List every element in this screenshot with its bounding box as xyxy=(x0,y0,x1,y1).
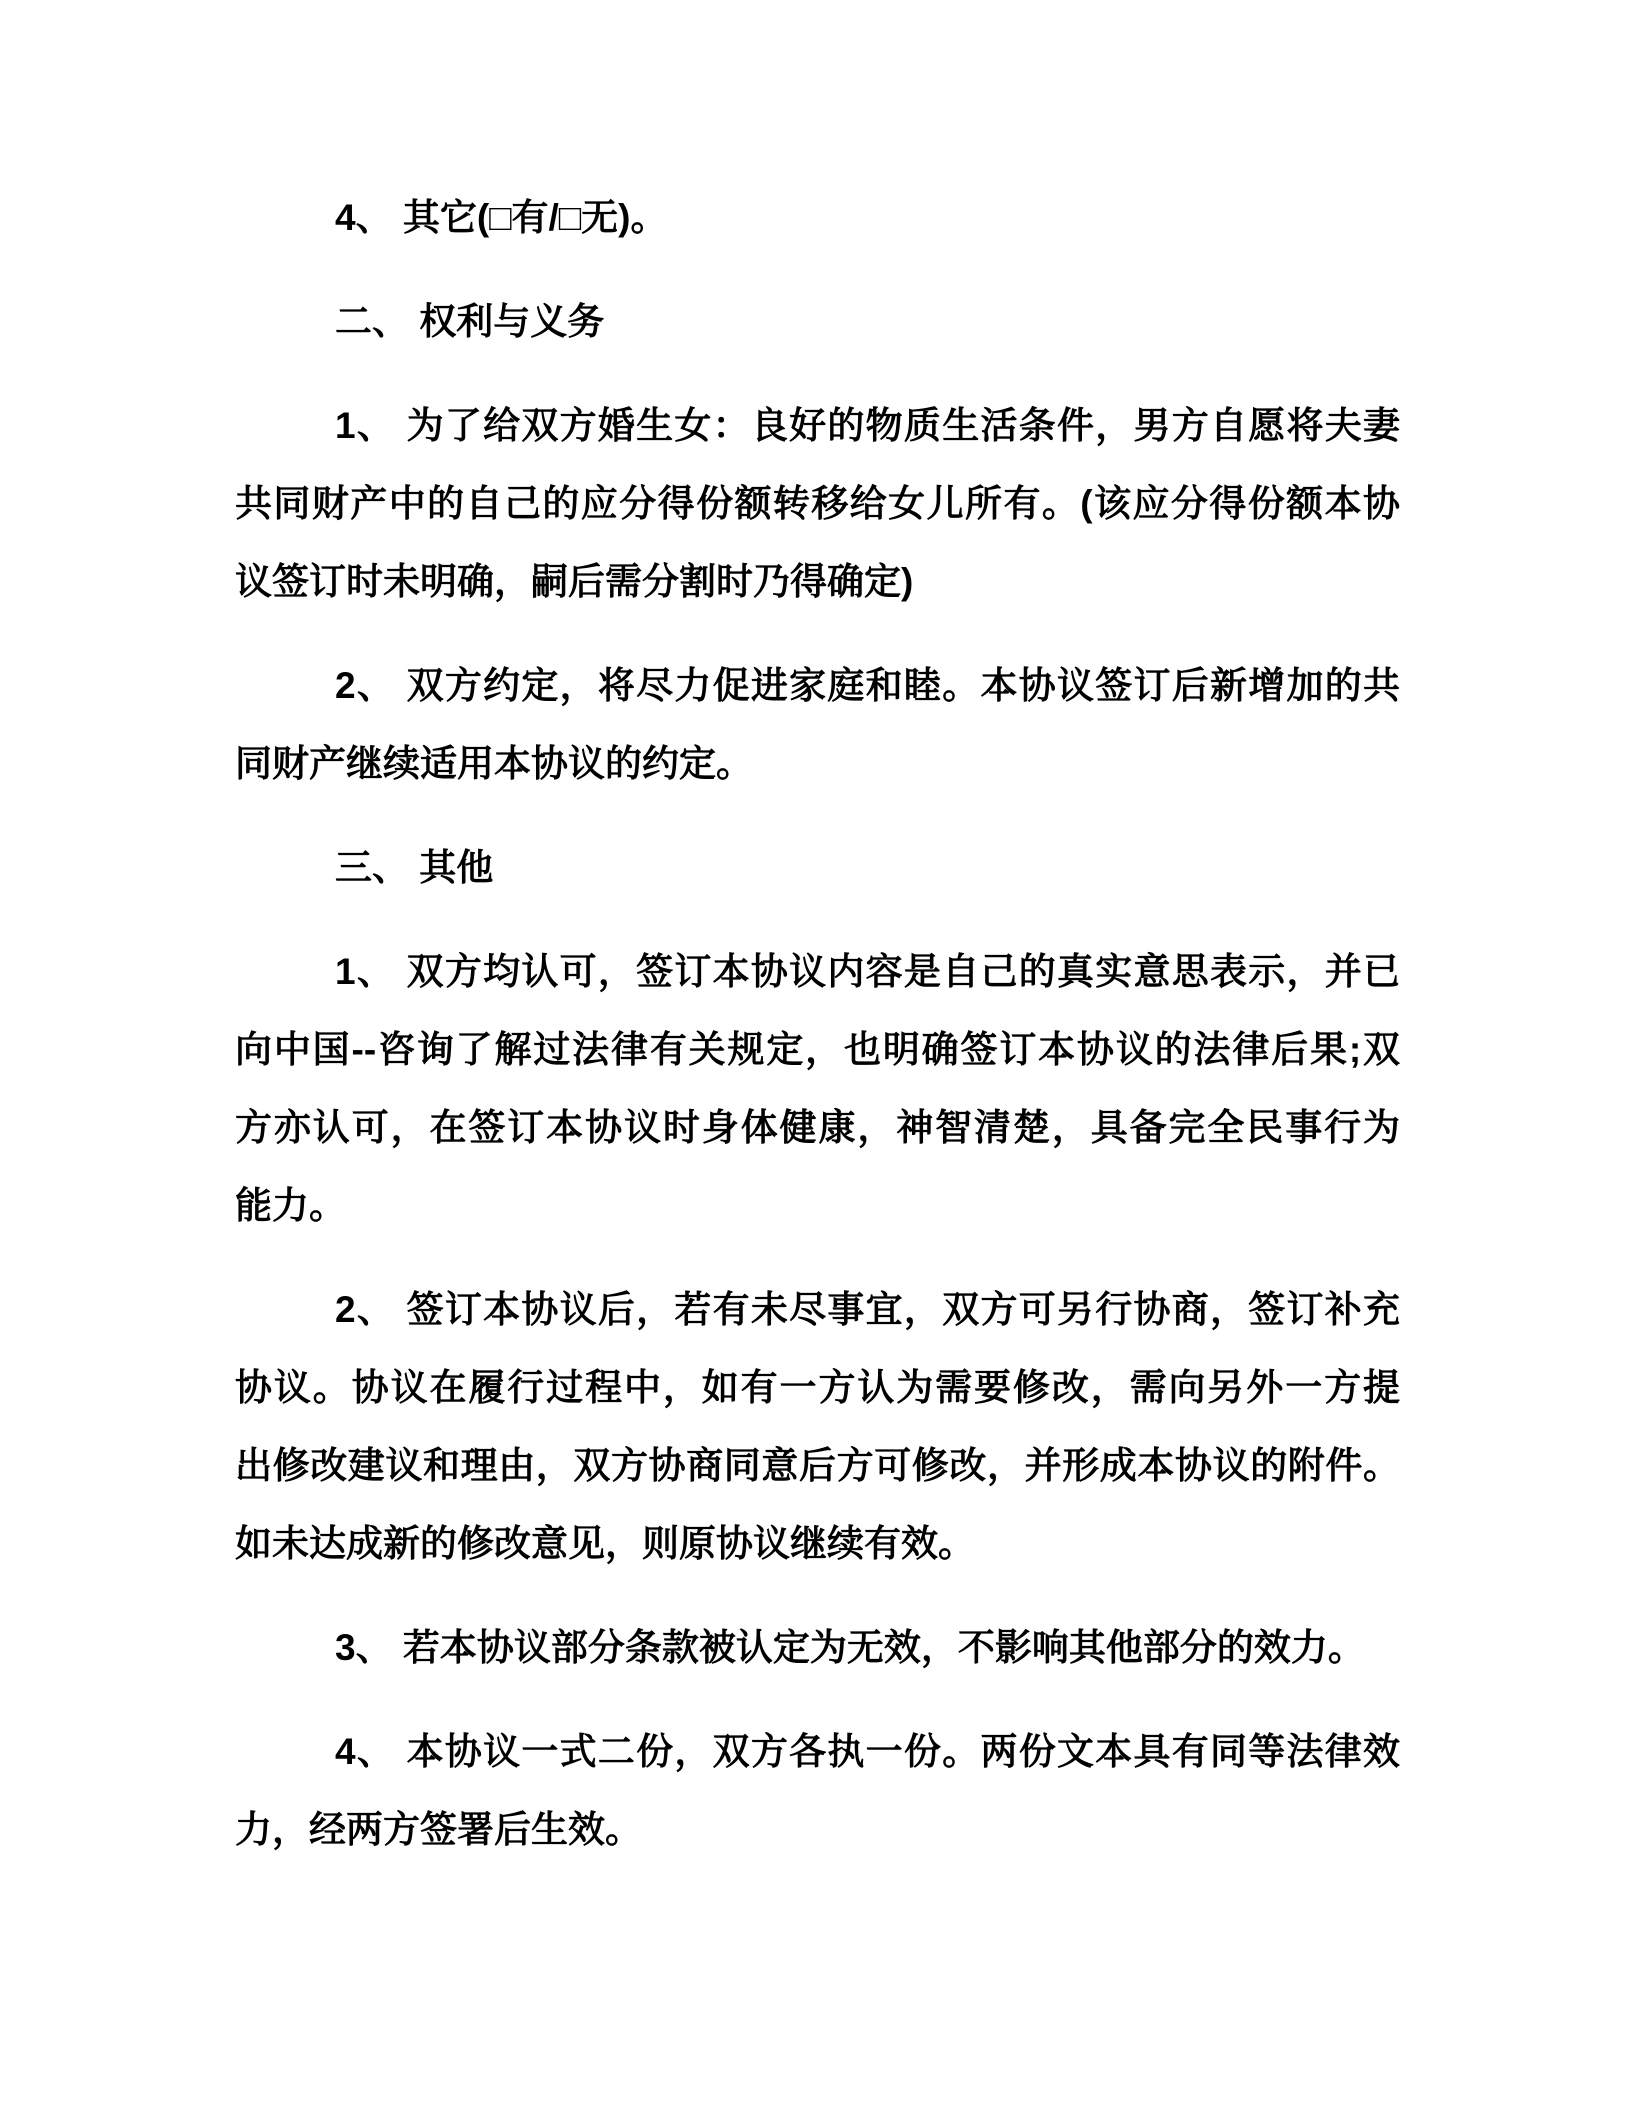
document-line: 议签订时未明确，嗣后需分割时乃得确定) xyxy=(235,561,914,602)
clause-paragraph xyxy=(235,1609,1400,1687)
clause-paragraph xyxy=(235,1271,1400,1583)
document-line: 1、 为了给双方婚生女：良好的物质生活条件，男方自愿将夫妻 xyxy=(335,405,1400,446)
document-line: 二、 权利与义务 xyxy=(335,301,605,342)
document-line: 3、 若本协议部分条款被认定为无效，不影响其他部分的效力。 xyxy=(335,1627,1365,1668)
document-line: 方亦认可，在签订本协议时身体健康，神智清楚，具备完全民事行为 xyxy=(235,1107,1400,1148)
document-line: 2、 双方约定，将尽力促进家庭和睦。本协议签订后新增加的共 xyxy=(335,665,1400,706)
document-line: 同财产继续适用本协议的约定。 xyxy=(235,743,753,784)
clause-paragraph xyxy=(235,387,1400,621)
section-heading xyxy=(235,283,1400,361)
document-line: 协议。协议在履行过程中，如有一方认为需要修改，需向另外一方提 xyxy=(235,1367,1400,1408)
document-line: 三、 其他 xyxy=(335,847,494,888)
document-line: 如未达成新的修改意见，则原协议继续有效。 xyxy=(235,1523,975,1564)
document-line: 4、 其它(□有/□无)。 xyxy=(335,197,668,238)
document-line: 共同财产中的自己的应分得份额转移给女儿所有。(该应分得份额本协 xyxy=(235,483,1400,524)
document-body xyxy=(235,179,1400,1869)
section-heading xyxy=(235,829,1400,907)
clause-paragraph xyxy=(235,179,1400,257)
document-line: 向中国--咨询了解过法律有关规定，也明确签订本协议的法律后果;双 xyxy=(235,1029,1400,1070)
clause-paragraph xyxy=(235,933,1400,1245)
document-line: 1、 双方均认可，签订本协议内容是自己的真实意思表示，并已 xyxy=(335,951,1400,992)
document-line: 出修改建议和理由，双方协商同意后方可修改，并形成本协议的附件。 xyxy=(235,1445,1400,1486)
document-line: 能力。 xyxy=(235,1185,346,1226)
clause-paragraph xyxy=(235,647,1400,803)
document-line: 力，经两方签署后生效。 xyxy=(235,1809,642,1850)
document-line: 4、 本协议一式二份，双方各执一份。两份文本具有同等法律效 xyxy=(335,1731,1400,1772)
clause-paragraph xyxy=(235,1713,1400,1869)
document-line: 2、 签订本协议后，若有未尽事宜，双方可另行协商，签订补充 xyxy=(335,1289,1400,1330)
